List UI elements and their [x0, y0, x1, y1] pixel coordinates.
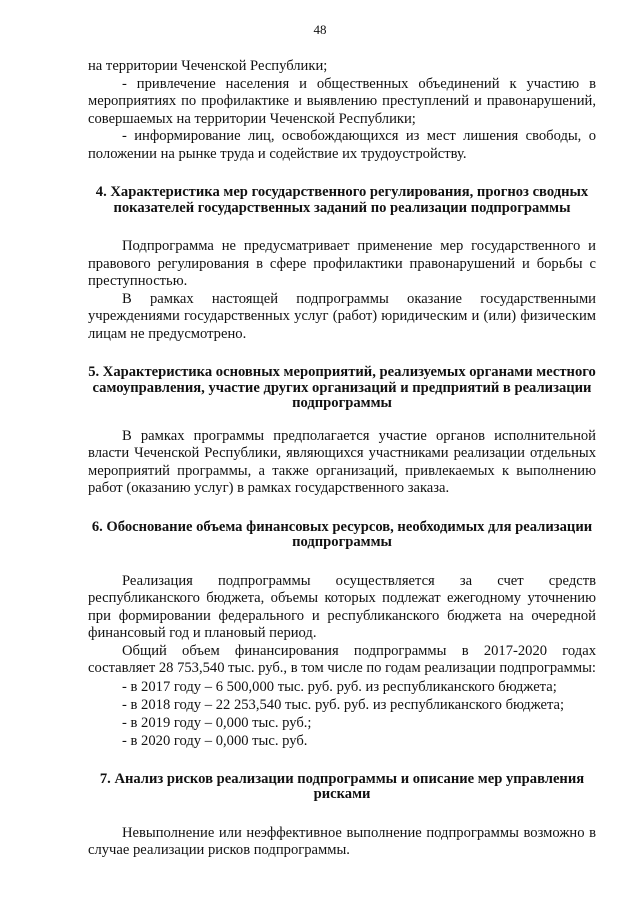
intro-line: на территории Чеченской Республики; — [88, 58, 328, 74]
section-6-paragraph-1: Реализация подпрограммы осуществляется за счет средств республиканского бюджета, объемы которых подлежат ежегодному уточнению при формировании федерального и республиканского бюджета на очередной финансовый год и плановый период. — [88, 572, 596, 641]
page-number: 48 — [313, 22, 327, 37]
spacer — [88, 498, 596, 520]
section-7-paragraph-1: Невыполнение или неэффективное выполнение подпрограммы возможно в случае реализации рисков подпрограммы. — [88, 824, 596, 858]
spacer — [88, 412, 596, 428]
document-body — [88, 58, 596, 860]
list-item: - в 2017 году – 6 500,000 тыс. руб. руб. из республиканского бюджета; — [122, 678, 557, 695]
section-4-paragraph-2: В рамках настоящей подпрограммы оказание государственными учреждениями государственных услуг (работ) юридическим и (или) физическим лицам не предусмотрено. — [88, 290, 596, 342]
spacer — [88, 551, 596, 573]
section-6-paragraph-2: Общий объем финансирования подпрограммы в 2017-2020 годах составляет 28 753,540 тыс. руб., в том числе по годам реализации подпрограммы: — [88, 642, 596, 676]
list-item: - в 2019 году – 0,000 тыс. руб.; — [122, 714, 312, 731]
spacer — [88, 750, 596, 772]
section-5-paragraph-1: В рамках программы предполагается участие органов исполнительной власти Чеченской Республики, являющихся участниками реализации отдельных мероприятий программы, а также организаций, привлекаемых к выполнению работ (оказанию услуг) в рамках государственного заказа. — [88, 427, 596, 496]
spacer — [88, 343, 596, 365]
spacer — [88, 163, 596, 185]
list-item: - в 2020 году – 0,000 тыс. руб. — [122, 732, 308, 749]
list-item: - в 2018 году – 22 253,540 тыс. руб. руб. из республиканского бюджета; — [122, 696, 565, 713]
section-4-paragraph-1: Подпрограмма не предусматривает применение мер государственного и правового регулирования в сфере профилактики правонарушений и борьбы с преступностью. — [88, 238, 596, 289]
section-4-title: 4. Характеристика мер государственного регулирования, прогноз сводных показателей государственных заданий по реализации подпрограммы — [95, 184, 589, 216]
section-7-title: 7. Анализ рисков реализации подпрограммы и описание мер управления рисками — [99, 770, 585, 802]
spacer — [88, 803, 596, 825]
section-5-title: 5. Характеристика основных мероприятий, реализуемых органами местного самоуправления, участие других организаций и предприятий в реализации подпрограммы — [88, 364, 596, 411]
spacer — [88, 216, 596, 238]
intro-bullet-1: - привлечение населения и общественных объединений к участию в мероприятиях по профилактике и выявлению преступлений и правонарушений, совершаемых на территории Чеченской Республики; — [88, 75, 596, 127]
funding-by-year-list — [88, 678, 596, 750]
intro-bullet-2: - информирование лиц, освобождающихся из мест лишения свободы, о положении на рынке труда и содействие их трудоустройству. — [88, 128, 596, 162]
section-6-title: 6. Обоснование объема финансовых ресурсов, необходимых для реализации подпрограммы — [91, 518, 593, 550]
